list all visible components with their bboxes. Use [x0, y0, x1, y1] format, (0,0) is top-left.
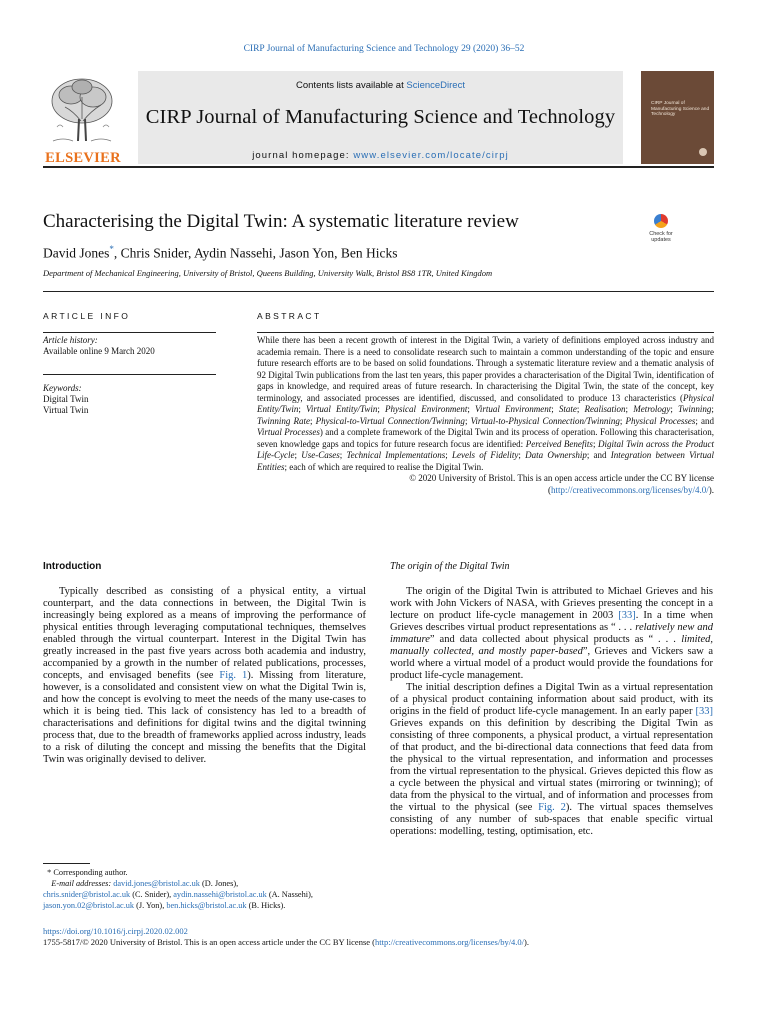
doi-link[interactable]: https://doi.org/10.1016/j.cirpj.2020.02.002 [43, 926, 188, 936]
abstract-text-run: ; [377, 404, 386, 414]
origin-text-run: ”, Grieves and Vickers saw a world where a virtual model of a product would provide the foundations for product life-cycle management. [390, 646, 713, 681]
introduction-paragraph [43, 586, 366, 766]
origin-reference-link[interactable]: [33] [618, 610, 636, 621]
homepage-link[interactable]: www.elsevier.com/locate/cirpj [353, 150, 509, 161]
author-name: Jason Yon [279, 245, 335, 261]
abstract-text [257, 335, 714, 473]
history-label: Article history: [43, 335, 98, 345]
keywords-label: Keywords: [43, 383, 82, 393]
abstract-text-run: ; [711, 404, 714, 414]
abstract-text-run: Physical Processes [625, 415, 696, 426]
abstract-text-run: Technical Implementations [346, 450, 446, 460]
corresponding-footnote [43, 867, 373, 911]
abstract-text-run: ; [625, 404, 634, 414]
introduction-reference-link[interactable]: Fig. 1 [219, 670, 248, 681]
article-history-rule [43, 374, 216, 375]
introduction-text-run: Typically described as consisting of a physical entity, a virtual counterpart, and the data connections in between, the Digital Twin is increasingly being explored as a means of improving the performance of physical entities through leveraging computational techniques, themselves enabled through the virtual counterpart. Interest in the Digital Twin has greatly increased in the past five years across both academia and industry, accompanied by a growth in the number of related publications, processes, concepts, and envisaged benefits (see [43, 586, 366, 681]
abstract-text-run: ; [576, 404, 585, 414]
email-addresses [43, 878, 373, 911]
introduction-heading: Introduction [43, 561, 102, 572]
affiliation: Department of Mechanical Engineering, University of Bristol, Queens Building, University Walk, Bristol BS8 1TR, United Kingdom [43, 268, 493, 278]
abstract-text-run: Virtual-to-Physical Connection/Twinning [470, 415, 620, 426]
abstract-text-run: Virtual Entity/Twin [306, 404, 378, 414]
origin-text-run: . . . limited, manually collected, and mostly paper-based [390, 634, 713, 657]
origin-heading: The origin of the Digital Twin [390, 561, 510, 572]
email-owner: (C. Snider), [130, 890, 174, 899]
abstract-text-run: Perceived Benefits [525, 438, 593, 449]
journal-reference[interactable]: CIRP Journal of Manufacturing Science and Technology 29 (2020) 36–52 [243, 44, 525, 54]
issn-license-link[interactable]: http://creativecommons.org/licenses/by/4.0/ [375, 937, 525, 947]
abstract-text-run: ; each of which are required to realise the Digital Twin. [284, 461, 484, 472]
author-name: Chris Snider [120, 245, 188, 261]
author-list: David Jones*, Chris Snider, Aydin Nassehi, Jason Yon, Ben Hicks [43, 244, 398, 261]
doi-block [43, 926, 529, 948]
abstract-text-run: Physical Entity/Twin [257, 392, 714, 414]
email-owner: (J. Yon), [134, 901, 167, 910]
introduction-body [43, 586, 366, 766]
abstract-text-run: Virtual Processes [257, 427, 320, 437]
abstract-text-run: ; [294, 450, 302, 460]
email-owner: (D. Jones), [199, 879, 239, 888]
journal-cover-thumbnail[interactable] [641, 71, 714, 164]
author-email-link[interactable]: chris.snider@bristol.ac.uk [43, 890, 131, 899]
contents-line: Contents lists available at ScienceDirect [296, 80, 465, 91]
cover-emblem [699, 148, 707, 156]
abstract-text-run: ; and [586, 450, 611, 460]
author-name: Aydin Nassehi [193, 245, 273, 261]
abstract-rule [257, 332, 714, 333]
abstract-heading: ABSTRACT [257, 311, 322, 321]
abstract-text-run: ; [551, 404, 559, 414]
abstract-text-run: ; [467, 404, 476, 414]
author-email-link[interactable]: jason.yon.02@bristol.ac.uk [43, 901, 135, 910]
origin-text-run: ). The virtual spaces themselves consisting of any number of sub-spaces that enable specific virtual operations: modelling, testing, optimisation, etc. [390, 802, 713, 837]
cover-title: CIRP Journal of Manufacturing Science and Technology [651, 101, 710, 117]
abstract-body [257, 335, 714, 496]
abstract-text-run: Levels of Fidelity [452, 450, 519, 460]
origin-reference-link[interactable]: [33] [695, 706, 713, 717]
abstract-text-run: Use-Cases [301, 450, 340, 460]
masthead [43, 71, 623, 164]
abstract-text-run: Data Ownership [525, 450, 587, 460]
author-email-link[interactable]: david.jones@bristol.ac.uk [113, 879, 200, 888]
check-updates-label: Check for updates [649, 231, 673, 243]
elsevier-tree-logo [43, 71, 121, 164]
author-name: David Jones [43, 245, 110, 261]
abstract-text-run: ; [309, 415, 316, 426]
footnote-rule [43, 863, 90, 864]
corresponding-mark[interactable]: * [109, 244, 114, 254]
check-for-updates-badge[interactable] [642, 212, 680, 250]
crossmark-icon [654, 214, 668, 228]
abstract-text-run: Realisation [584, 404, 626, 414]
journal-banner [138, 71, 623, 164]
abstract-text-run: ; [518, 450, 526, 460]
article-title: Characterising the Digital Twin: A systematic literature review [43, 211, 519, 232]
abstract-text-run: Physical Environment [385, 404, 468, 414]
author-email-link[interactable]: aydin.nassehi@bristol.ac.uk [173, 890, 267, 899]
origin-text-run: ” and data collected about physical products as “ [429, 634, 659, 645]
abstract-text-run: Virtual Environment [475, 404, 552, 414]
abstract-text-run: ; [339, 450, 347, 460]
corresponding-line: * Corresponding author. [47, 868, 128, 877]
author-email-link[interactable]: ben.hicks@bristol.ac.uk [166, 901, 247, 910]
abstract-text-run: ; [298, 404, 307, 414]
abstract-text-run: State [558, 404, 577, 414]
sciencedirect-link[interactable]: ScienceDirect [406, 80, 465, 91]
abstract-text-run: ; [592, 438, 599, 449]
abstract-text-run: ) and a complete framework of the Digital Twin and its process of operation. Following this characterisation, seven knowledge gaps and topics for future research focus are identified: [257, 427, 714, 449]
abstract-text-run: ; [619, 415, 626, 426]
origin-paragraph-1 [390, 586, 713, 682]
email-owner: (A. Nassehi), [266, 890, 313, 899]
author-name: Ben Hicks [340, 245, 398, 261]
origin-text-run: Grieves expands on this definition by describing the Digital Twin as consisting of three components, a physical product, a virtual representation of that product, and the bi-directional data connections that feed data from the physical to the virtual representation, and information and processes from the virtual representation to the physical. Grieves depicted this flow as a cycle between the physical and virtual states (mirroring or twinning); of data from the physical to the virtual, and of information and processes from the virtual to the physical (see [390, 718, 713, 813]
masthead-divider [43, 166, 714, 168]
email-owner: (B. Hicks). [246, 901, 286, 910]
origin-reference-link[interactable]: Fig. 2 [538, 802, 566, 813]
article-info-heading: ARTICLE INFO [43, 311, 131, 321]
keyword-item: Virtual Twin [43, 405, 89, 415]
origin-body [390, 586, 713, 838]
abstract-text-run: ; [670, 404, 679, 414]
origin-text-run: . In a time when Grieves describes virtual product representations as “ [390, 610, 713, 633]
license-link[interactable]: http://creativecommons.org/licenses/by/4.0/ [550, 484, 709, 495]
origin-text-run: The initial description defines a Digital Twin as a virtual representation of a physical product containing information about said product, with its origins in the field of product life-cycle management. In an early paper [390, 682, 713, 717]
abstract-text-run: While there has been a recent growth of interest in the Digital Twin, a variety of definitions employed across industry and academia remain. There is a need to consolidate research such to maintain a common understanding of the topic and ensure future research efforts are to be based on solid foundations. Through a systematic literature review and a thematic analysis of 92 Digital Twin publications from the last ten years, this paper provides a characterisation of the Digital Twin, identification of gaps in knowledge, and required areas of future research. In characterising the Digital Twin, the state of the concept, key terminology, and associated processes are identified, discussed, and consolidated to produce 13 characteristics ( [257, 335, 714, 403]
origin-paragraph-2 [390, 682, 713, 838]
abstract-text-run: ; and [695, 415, 714, 426]
abstract-text-run: Integration between Virtual Entities [257, 450, 714, 472]
history-value: Available online 9 March 2020 [43, 346, 155, 356]
journal-title: CIRP Journal of Manufacturing Science and Technology [145, 106, 616, 128]
abstract-text-run: ; [464, 415, 471, 426]
abstract-text-run: Twinning Rate [257, 415, 310, 426]
abstract-license: © 2020 University of Bristol. This is an open access article under the CC BY license (http://creativecommons.org/licenses/by/4.0/). [409, 473, 714, 495]
email-label: E-mail addresses: [43, 879, 114, 888]
title-divider [43, 291, 714, 292]
issn-line: 1755-5817/© 2020 University of Bristol. This is an open access article under the CC BY license (http://creativecommons.org/licenses/by/4.0/). [43, 937, 530, 947]
abstract-text-run: Metrology [633, 404, 671, 414]
abstract-text-run: Physical-to-Virtual Connection/Twinning [315, 415, 465, 426]
introduction-text-run: ). Missing from literature, however, is a consolidated and consistent view on what the Digital Twin is, and how the concept is evolving to meet the needs of the many use-cases to which it is being tied. This lack of consistency has led to a breadth of characterisations and definitions for digital twins and the digital twinning process that, due to the breadth of frameworks applied across industry, leads to a risk of diluting the concept and missing the benefits that the Digital Twin was originally devised to deliver. [43, 670, 366, 765]
abstract-text-run: ; [445, 450, 453, 460]
keywords-block [43, 383, 216, 416]
origin-text-run: The origin of the Digital Twin is attributed to Michael Grieves and his work with John Vickers of NASA, with Grieves presenting the concept in a lecture on product life-cycle management in 2003 [390, 586, 713, 621]
article-info-rule [43, 332, 216, 333]
article-history [43, 335, 216, 357]
abstract-text-run: Twinning [678, 404, 712, 414]
abstract-text-run: Digital Twin across the Product Life-Cycle [257, 438, 714, 460]
publisher-wordmark: ELSEVIER [45, 150, 121, 166]
origin-text-run: . . . relatively new and immature [390, 622, 714, 645]
keyword-item: Digital Twin [43, 394, 89, 404]
homepage-line: journal homepage: www.elsevier.com/locate/cirpj [252, 150, 509, 161]
